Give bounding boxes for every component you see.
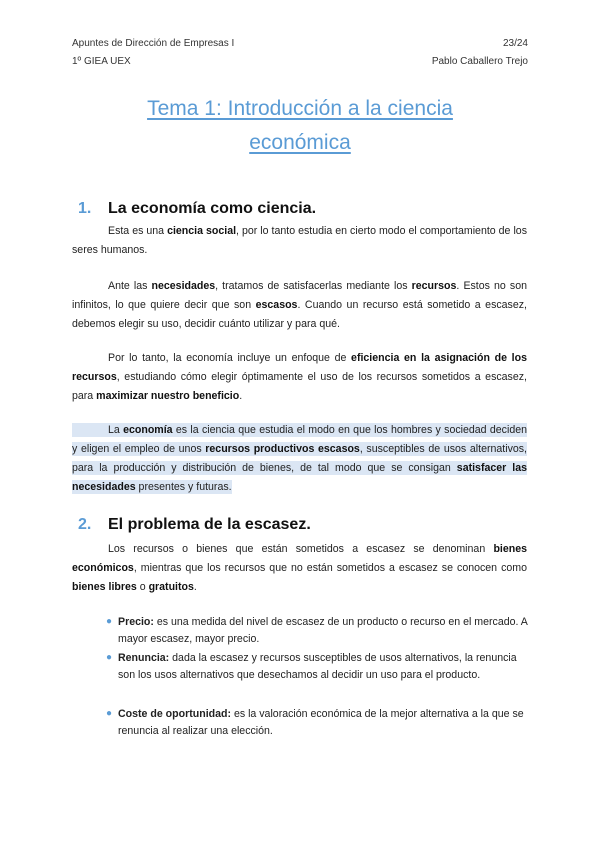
header-author: Pablo Caballero Trejo — [431, 56, 528, 67]
bold-term: bienes económicos — [72, 543, 527, 574]
bold-term: ciencia social — [167, 225, 237, 237]
bullet-term: Renuncia: — [118, 652, 170, 664]
section-1-number: 1. — [78, 200, 92, 217]
header-course: Apuntes de Dirección de Empresas I — [72, 38, 235, 49]
bold-term: recursos — [411, 280, 457, 292]
section-1-paragraph-3: Por lo tanto, la economía incluye un enfoque de eficiencia en la asignación de los recursos, estudiando cómo elegir óptimamente el uso de los recursos sometidos a escasez, para maximizar nuestro beneficio. — [72, 352, 527, 402]
bullet-term: Coste de oportunidad: — [118, 708, 231, 720]
section-1-paragraph-2: Ante las necesidades, tratamos de satisfacerlas mediante los recursos. Estos no son infinitos, lo que quiere decir que son escasos. Cuando un recurso está sometido a escasez, debemos elegir su uso, decidir cuánto utilizar y para qué. — [72, 280, 527, 330]
bold-term: escasos — [255, 299, 298, 311]
list-item: ● Precio: es una medida del nivel de escasez de un producto o recurso en el mercado. A mayor escasez, mayor precio. — [106, 616, 528, 645]
bold-term: eficiencia en la asignación de los recursos — [72, 352, 527, 383]
bullet-term: Precio: — [118, 616, 154, 628]
header-year: 23/24 — [502, 38, 528, 49]
bold-term: maximizar nuestro beneficio — [96, 390, 240, 402]
bullet-dot-icon: ● — [106, 616, 113, 627]
bold-term: recursos productivos escasos — [205, 443, 360, 455]
section-2-heading — [78, 516, 311, 534]
bold-term: bienes libres — [72, 581, 137, 593]
title-line-2: económica — [249, 131, 351, 154]
page-title — [70, 92, 530, 160]
header-degree: 1º GIEA UEX — [72, 56, 131, 67]
list-item: ● Renuncia: dada la escasez y recursos susceptibles de usos alternativos, la renuncia son los usos alternativos que desechamos al decidir un uso para el producto. — [106, 652, 517, 681]
section-1-paragraph-1: Esta es una ciencia social, por lo tanto estudia en cierto modo el comportamiento de los seres humanos. — [72, 225, 527, 256]
section-2-number: 2. — [78, 516, 92, 533]
section-2-paragraph-1: Los recursos o bienes que están sometidos a escasez se denominan bienes económicos, mientras que los recursos que no están sometidos a escasez se conocen como bienes libres o gratuitos. — [72, 543, 527, 593]
title-line-1: Tema 1: Introducción a la ciencia — [147, 97, 453, 120]
section-1-title: La economía como ciencia. — [108, 200, 317, 217]
bold-term: gratuitos — [148, 581, 194, 593]
bullet-dot-icon: ● — [106, 708, 113, 719]
bold-term: economía — [123, 424, 173, 436]
bullet-dot-icon: ● — [106, 652, 113, 663]
bold-term: satisfacer las necesidades — [72, 462, 527, 493]
list-item: ● Coste de oportunidad: es la valoración económica de la mejor alternativa a la que se renuncia al realizar una elección. — [106, 708, 524, 737]
section-1-heading — [78, 200, 316, 218]
section-1-definition-highlight: La economía es la ciencia que estudia el modo en que los hombres y sociedad deciden y eligen el empleo de unos recursos productivos escasos, susceptibles de usos alternativos, para la producción y distribución de bienes, de tal modo que se consigan satisfacer las necesidades presentes y futuras. — [72, 424, 527, 493]
section-2-title: El problema de la escasez. — [108, 516, 311, 533]
bold-term: necesidades — [151, 280, 216, 292]
